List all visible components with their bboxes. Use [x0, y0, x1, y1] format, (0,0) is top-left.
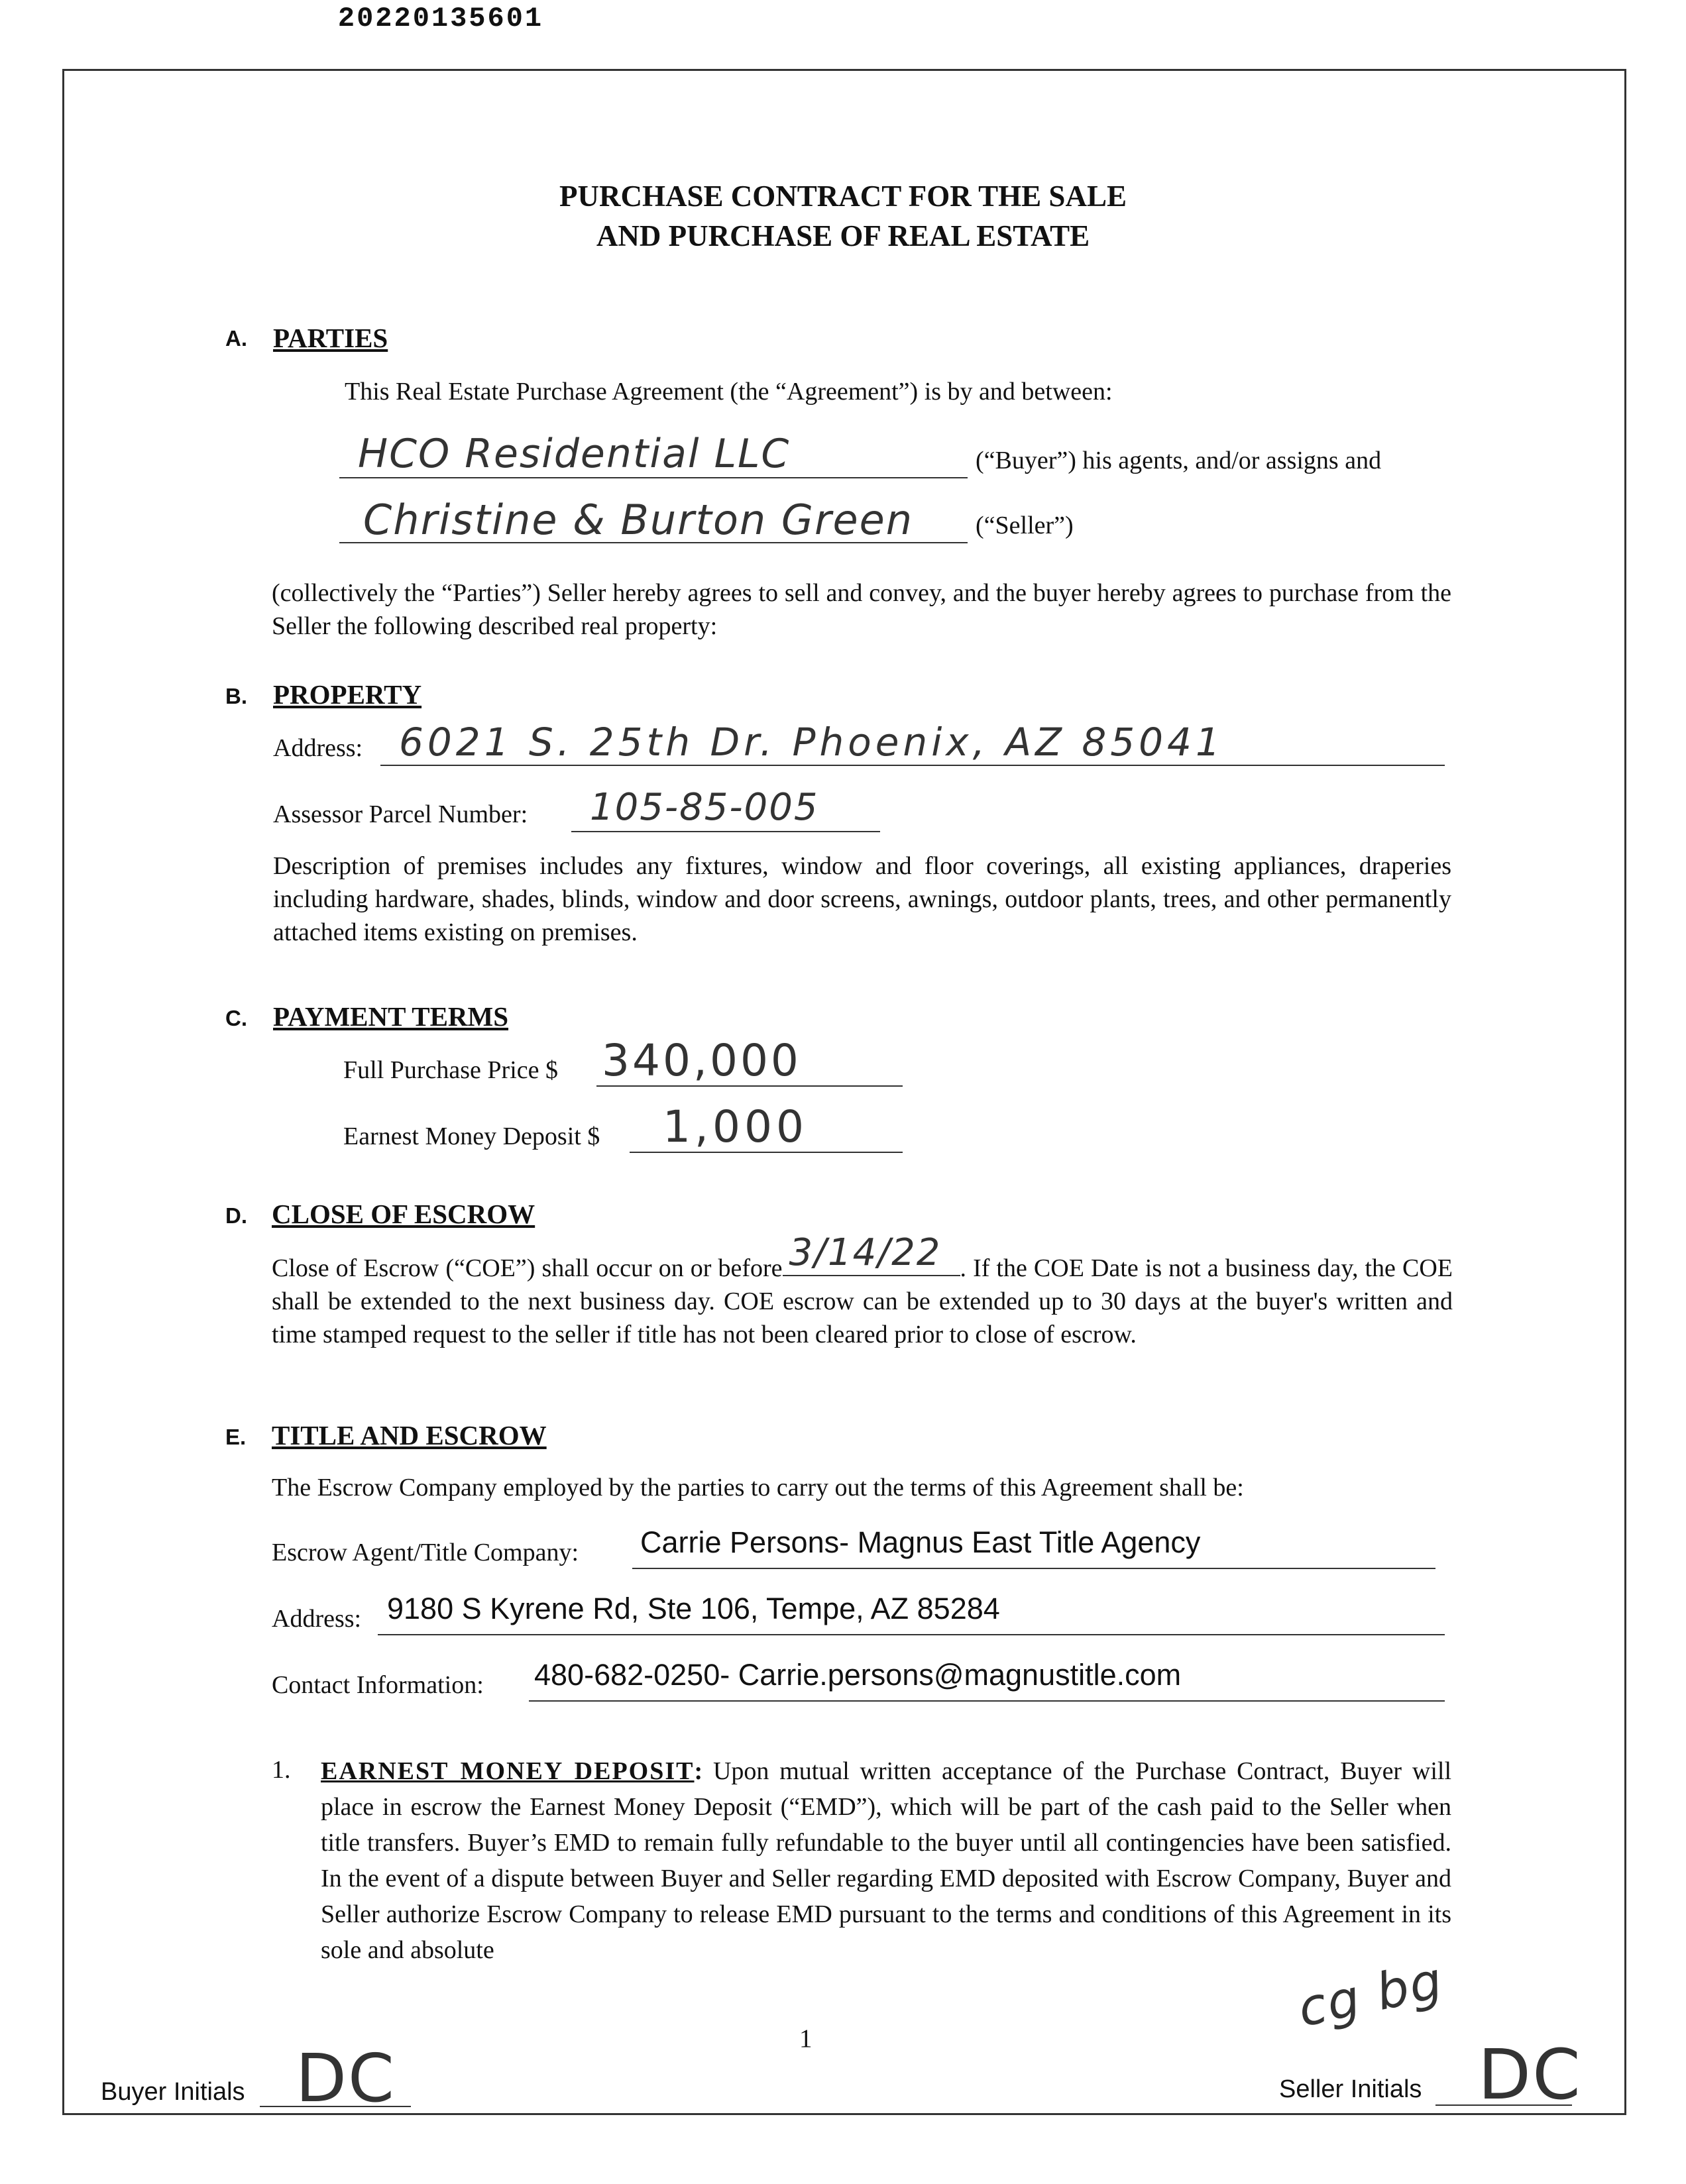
contact-info-label: Contact Information: [272, 1671, 484, 1699]
premises-description: Description of premises includes any fixtures, window and floor coverings, all existing appliances, draperies including hardware, shades, blinds, window and door screens, awnings, outdoor plants, trees, and other permanently attached items existing on premises. [273, 852, 1451, 946]
coe-date-field [783, 1231, 960, 1276]
section-e-letter: E. [225, 1425, 247, 1449]
section-c-heading: PAYMENT TERMS [273, 1001, 509, 1032]
property-address-label: Address: [273, 734, 363, 762]
emd-heading: EARNEST MONEY DEPOSIT [321, 1757, 695, 1785]
page-number: 1 [799, 2024, 813, 2053]
parties-closing: (collectively the “Parties”) Seller hereby agrees to sell and convey, and the buyer hereby agrees to purchase from the Seller the following described real property: [272, 579, 1451, 640]
document-number: 20220135601 [337, 3, 544, 34]
seller-initials-signature: DC [1478, 2034, 1582, 2115]
escrow-agent-value: Carrie Persons- Magnus East Title Agency [640, 1525, 1201, 1559]
buyer-initials-label: Buyer Initials [101, 2078, 245, 2106]
coe-text-before: Close of Escrow (“COE”) shall occur on or before [272, 1254, 783, 1282]
emd-number: 1. [272, 1756, 291, 1784]
purchase-price-handwritten: 340,000 [602, 1035, 801, 1086]
contract-title-line2: AND PURCHASE OF REAL ESTATE [596, 219, 1090, 252]
coe-paragraph [272, 1231, 1453, 1351]
emd-text: Upon mutual written acceptance of the Purchase Contract, Buyer will place in escrow the Earnest Money Deposit (“EMD”), which will be part of the cash paid to the Seller when title transfers. Buyer’s EMD to remain fully refundable to the buyer until all contingencies have been satisfied. In the event of a dispute between Buyer and Seller regarding EMD deposited with Escrow Company, Buyer and Seller authorize Escrow Company to release EMD pursuant to the terms and conditions of this Agreement in its sole and absolute [321, 1757, 1452, 1964]
seller-extra-initials-signature: cg bg [1292, 1950, 1449, 2039]
section-c-letter: C. [225, 1006, 247, 1030]
buyer-suffix: (“Buyer”) his agents, and/or assigns and [976, 447, 1382, 474]
seller-name-handwritten: Christine & Burton Green [363, 496, 914, 544]
property-address-line [380, 765, 1445, 766]
escrow-intro: The Escrow Company employed by the parties to carry out the terms of this Agreement shall be: [272, 1474, 1244, 1502]
section-a-letter: A. [225, 326, 247, 351]
emd-heading-colon: : [694, 1757, 703, 1785]
parties-intro: This Real Estate Purchase Agreement (the “Agreement”) is by and between: [345, 378, 1113, 406]
section-d-heading: CLOSE OF ESCROW [272, 1199, 535, 1229]
seller-initials-label: Seller Initials [1279, 2075, 1422, 2103]
section-b-letter: B. [225, 684, 247, 708]
earnest-deposit-label: Earnest Money Deposit $ [343, 1122, 600, 1150]
escrow-address-line [378, 1634, 1445, 1635]
escrow-agent-label: Escrow Agent/Title Company: [272, 1539, 579, 1566]
earnest-deposit-handwritten: 1,000 [663, 1101, 808, 1152]
contract-title-line1: PURCHASE CONTRACT FOR THE SALE [559, 180, 1127, 213]
section-a-heading: PARTIES [273, 323, 388, 353]
section-d-letter: D. [225, 1203, 247, 1228]
apn-line [571, 831, 880, 832]
escrow-address-value: 9180 S Kyrene Rd, Ste 106, Tempe, AZ 85284 [387, 1592, 1000, 1625]
section-b-heading: PROPERTY [273, 679, 422, 710]
escrow-agent-line [632, 1568, 1435, 1569]
apn-label: Assessor Parcel Number: [273, 800, 528, 828]
property-address-handwritten: 6021 S. 25th Dr. Phoenix, AZ 85041 [399, 720, 1224, 765]
escrow-address-label: Address: [272, 1605, 362, 1633]
buyer-name-handwritten: HCO Residential LLC [358, 431, 791, 477]
coe-date-handwritten: 3/14/22 [789, 1231, 942, 1274]
contact-info-value: 480-682-0250- Carrie.persons@magnustitle.com [534, 1658, 1182, 1692]
contact-info-line [529, 1700, 1445, 1702]
buyer-initials-signature: DC [296, 2040, 396, 2117]
section-e-heading: TITLE AND ESCROW [272, 1420, 547, 1450]
purchase-price-label: Full Purchase Price $ [343, 1056, 559, 1084]
coe-text-after: . If the COE Date is not a business day, the COE shall be extended to the next business day. COE escrow can be extended up to 30 days at the buyer's written and time stamped request to the seller if title has not been cleared prior to close of escrow. [272, 1254, 1453, 1348]
apn-handwritten: 105-85-005 [590, 786, 819, 829]
emd-paragraph [321, 1753, 1451, 1968]
buyer-line [339, 477, 968, 478]
seller-suffix: (“Seller”) [976, 512, 1074, 539]
